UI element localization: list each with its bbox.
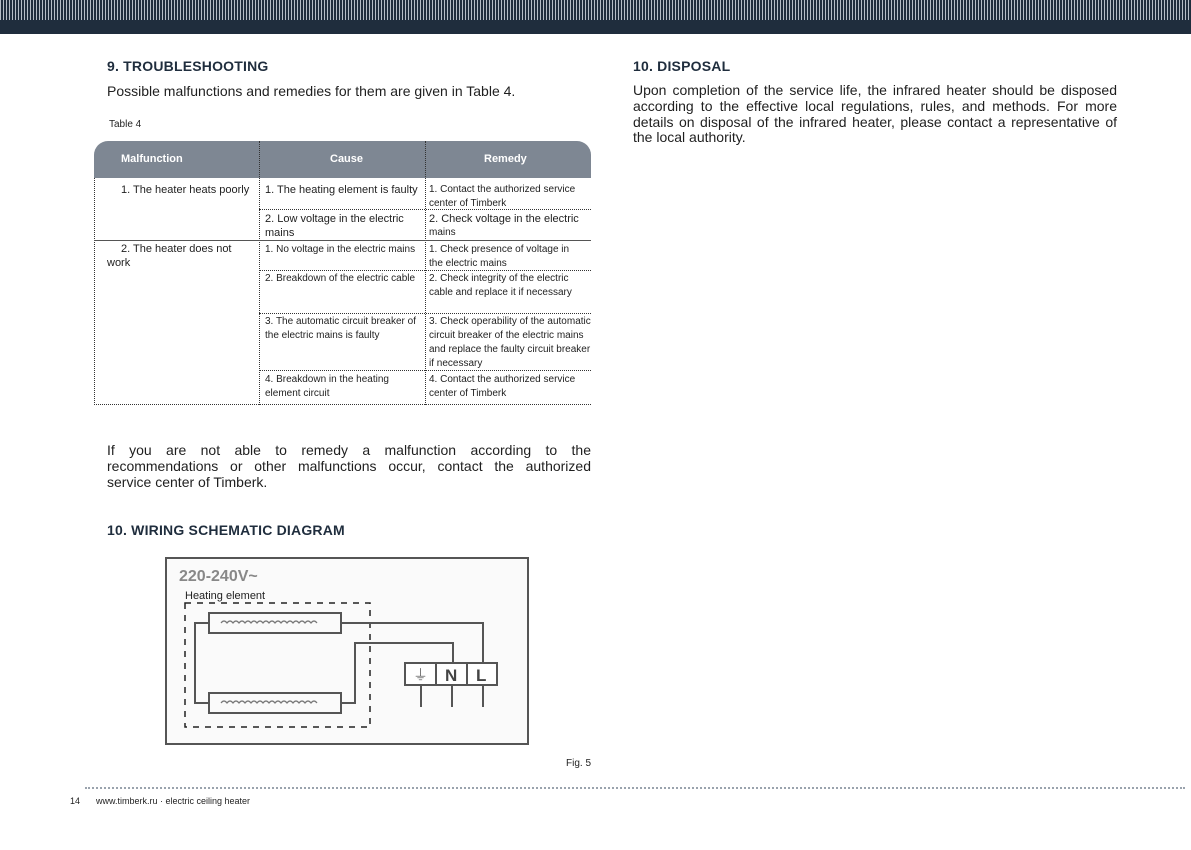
wiring-diagram xyxy=(165,557,529,745)
header-cause: Cause xyxy=(330,153,364,165)
cause-2-line1: 2. Low voltage in the electric xyxy=(265,213,404,225)
coil-link-wire xyxy=(195,623,209,703)
voltage-label: 220-240V~ xyxy=(179,568,258,585)
cause-3: 1. No voltage in the electric mains xyxy=(265,244,416,255)
terminal-earth: ⏚ xyxy=(413,666,429,684)
row-sep-4 xyxy=(259,313,591,314)
coil-top-winding xyxy=(221,621,317,623)
malfunction-1: 1. The heater heats poorly xyxy=(121,184,250,196)
cause-6-line2: element circuit xyxy=(265,388,330,399)
remedy-5-line1: 3. Check operability of the automatic xyxy=(429,316,591,327)
disposal-line-1: Upon completion of the service life, the infrared heater should be disposed xyxy=(633,82,1117,98)
troubleshooting-heading: 9. TROUBLESHOOTING xyxy=(107,58,269,74)
remedy-2-line1: 2. Check voltage in the electric xyxy=(429,213,579,225)
row-sep-1 xyxy=(259,209,591,210)
disposal-line-2: according to the effective local regulations, rules, and methods. For more xyxy=(633,98,1117,114)
table-header xyxy=(94,141,591,178)
outro-line-2: recommendations or other malfunctions occur, contact the authorized xyxy=(107,458,591,474)
remedy-5-line3: and replace the faulty circuit breaker xyxy=(429,344,591,355)
remedy-4-line1: 2. Check integrity of the electric xyxy=(429,273,569,284)
remedy-5-line2: circuit breaker of the electric mains xyxy=(429,330,584,341)
table-border-bottom xyxy=(94,404,591,405)
outro-line-1: If you are not able to remedy a malfunction according to the xyxy=(107,442,591,458)
table-border-left xyxy=(94,178,95,405)
cause-5-line1: 3. The automatic circuit breaker of xyxy=(265,316,416,327)
coil-bottom-winding xyxy=(221,701,317,703)
figure-label: Fig. 5 xyxy=(566,758,592,769)
terminal-n: N xyxy=(445,666,458,685)
remedy-1-line1: 1. Contact the authorized service xyxy=(429,184,576,195)
heating-element-label: Heating element xyxy=(185,590,266,602)
remedy-6-line2: center of Timberk xyxy=(429,388,507,399)
wiring-heading: 10. WIRING SCHEMATIC DIAGRAM xyxy=(107,522,345,538)
cause-5-line2: the electric mains is faulty xyxy=(265,330,380,341)
remedy-1-line2: center of Timberk xyxy=(429,198,507,209)
row-sep-3 xyxy=(259,270,591,271)
footer-dotted-rule xyxy=(85,787,1185,789)
malfunction-2-line2: work xyxy=(107,257,131,269)
terminal-l: L xyxy=(476,666,487,685)
troubleshooting-table xyxy=(94,141,591,405)
cause-4: 2. Breakdown of the electric cable xyxy=(265,273,416,284)
cause-2-line2: mains xyxy=(265,227,295,239)
footer-site: www.timberk.ru · electric ceiling heater xyxy=(96,796,251,806)
disposal-line-4: the local authority. xyxy=(633,129,746,145)
remedy-4-line2: cable and replace it if necessary xyxy=(429,287,572,298)
remedy-5-line4: if necessary xyxy=(429,358,483,369)
row-sep-5 xyxy=(259,370,591,371)
remedy-3-line2: the electric mains xyxy=(429,258,507,269)
page-number: 14 xyxy=(70,796,81,806)
disposal-heading: 10. DISPOSAL xyxy=(633,58,731,74)
cause-6-line1: 4. Breakdown in the heating xyxy=(265,374,389,385)
col-sep-2 xyxy=(425,141,426,405)
disposal-line-3: details on disposal of the infrared heater, please contact a representative of xyxy=(633,114,1117,130)
cause-1: 1. The heating element is faulty xyxy=(265,184,418,196)
outro-line-3: service center of Timberk. xyxy=(107,474,268,490)
header-remedy: Remedy xyxy=(484,153,527,165)
header-stripes xyxy=(0,0,1191,20)
troubleshooting-intro: Possible malfunctions and remedies for them are given in Table 4. xyxy=(107,83,516,99)
malfunction-2-line1: 2. The heater does not xyxy=(121,243,232,255)
remedy-2-line2: mains xyxy=(429,227,456,238)
wiring-svg xyxy=(167,559,527,743)
remedy-3-line1: 1. Check presence of voltage in xyxy=(429,244,570,255)
group-sep xyxy=(94,240,591,241)
col-sep-1 xyxy=(259,141,260,405)
header-malfunction: Malfunction xyxy=(121,153,183,165)
remedy-6-line1: 4. Contact the authorized service xyxy=(429,374,576,385)
table-caption: Table 4 xyxy=(109,119,142,130)
